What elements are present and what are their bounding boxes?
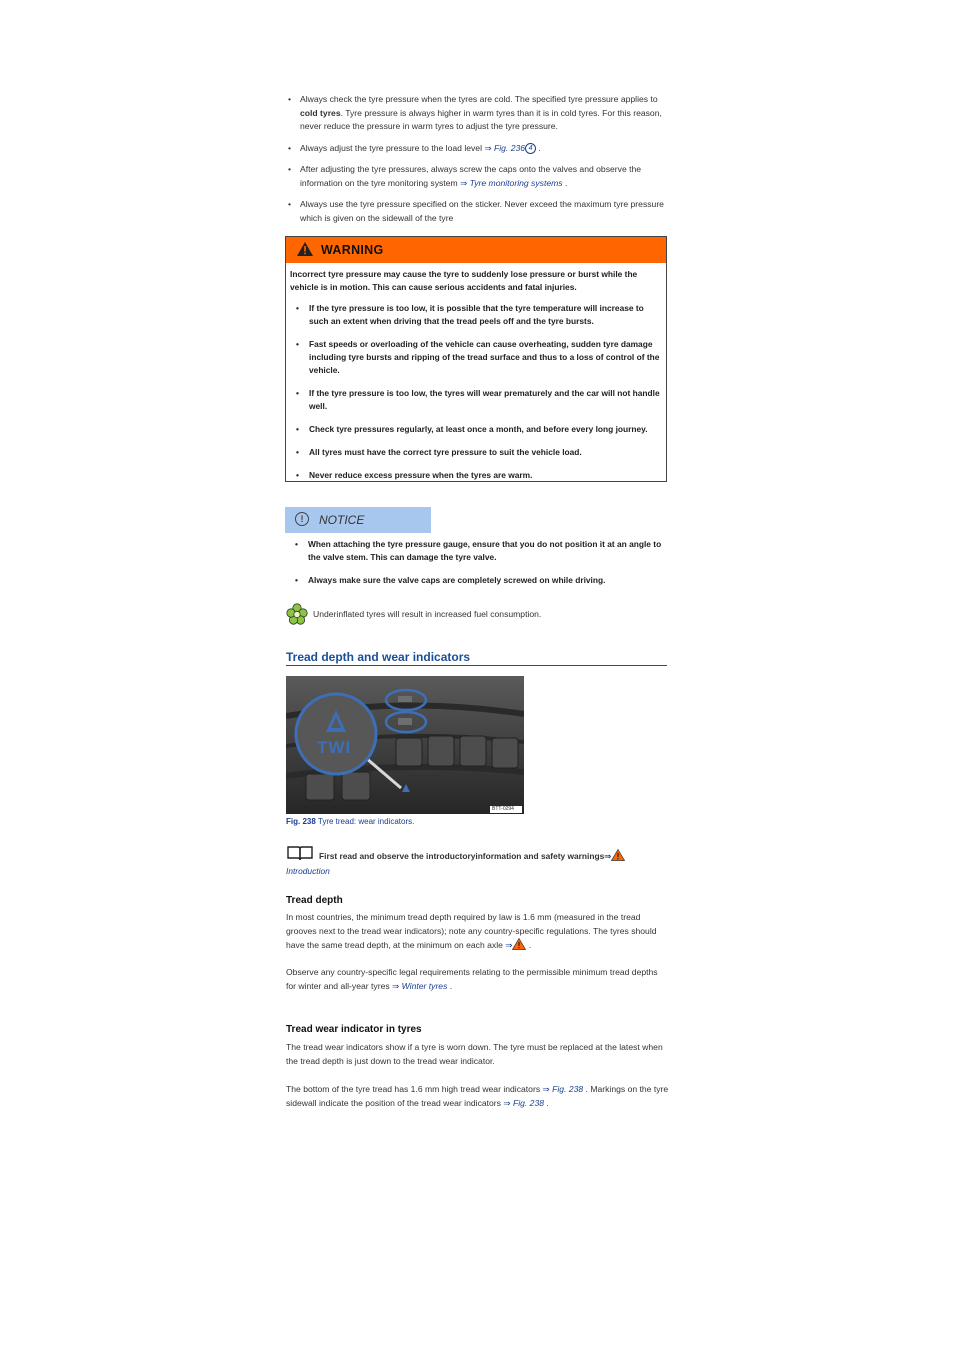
warning-triangle-icon: [296, 241, 314, 257]
list-item: • After adjusting the tyre pressures, always screw the caps onto the valves and observe the information on the tyre monitoring system ⇒ Tyre monitoring systems .: [286, 163, 668, 190]
callout-number: 4: [525, 143, 536, 154]
intro-bullets: [286, 93, 668, 233]
figure-number: Fig. 238: [286, 817, 316, 826]
notice-header: [285, 507, 431, 533]
winter-tyres-link[interactable]: ⇒ Winter tyres: [392, 980, 448, 991]
list-item: • All tyres must have the correct tyre pressure to suit the vehicle load.: [294, 446, 662, 459]
tread-depth-paragraph-2: Observe any country-specific legal requirements relating to the permissible minimum tread depths for winter and all-year tyres ⇒ Winter tyres .: [286, 967, 658, 991]
warning-label: WARNING: [321, 243, 384, 257]
figure-caption: Fig. 238 Tyre tread: wear indicators.: [286, 817, 415, 826]
notice-label: NOTICE: [319, 513, 365, 527]
warning-triangle-icon[interactable]: [512, 938, 526, 950]
wear-indicator-paragraph-2: The bottom of the tyre tread has 1.6 mm high tread wear indicators ⇒ Fig. 238 . Markings on the tyre sidewall indicate the position of the tread wear indicators ⇒ Fig. 238 .: [286, 1084, 669, 1108]
tyre-tread-figure: [286, 676, 524, 814]
tread-depth-heading: Tread depth: [286, 895, 343, 906]
list-item: • If the tyre pressure is too low, it is possible that the tyre temperature will increase to such an extent when driving that the tread peels off and the tyre bursts.: [294, 302, 662, 328]
read-first-note: First read and observe the introductoryinformation and safety warnings⇒ Introduction: [286, 845, 666, 879]
list-item: • If the tyre pressure is too low, the tyres will wear prematurely and the car will not handle well.: [294, 387, 662, 413]
exclamation-circle-icon: !: [295, 512, 309, 526]
section-title: Tread depth and wear indicators: [286, 650, 667, 666]
fig-238-link[interactable]: ⇒ Fig. 238: [503, 1097, 544, 1108]
warning-body: [286, 263, 666, 482]
warning-header: [286, 237, 666, 263]
tread-depth-paragraph-1: In most countries, the minimum tread depth required by law is 1.6 mm (measured in the tread grooves next to the tread wear indicators); note any country-specific regulations. The tyres should have the same tread depth, at the minimum on each axle ⇒ .: [286, 912, 657, 950]
list-item: • When attaching the tyre pressure gauge, ensure that you do not position it at an angle to the valve stem. This can damage the tyre valve.: [293, 538, 667, 564]
tyre-monitoring-link[interactable]: ⇒ Tyre monitoring systems: [460, 177, 563, 188]
warning-triangle-icon: [611, 849, 625, 861]
wear-indicator-heading: Tread wear indicator in tyres: [286, 1024, 422, 1035]
introduction-link[interactable]: Introduction: [286, 866, 330, 876]
twi-label: TWI: [317, 738, 352, 757]
list-item: • Always adjust the tyre pressure to the load level ⇒ Fig. 236 4 .: [286, 142, 668, 156]
open-book-icon: [286, 845, 314, 861]
notice-body: [289, 538, 667, 597]
warning-intro: Incorrect tyre pressure may cause the tyre to suddenly lose pressure or burst while the vehicle is in motion. This can cause serious accidents and fatal injuries.: [290, 269, 638, 292]
environment-text: Underinflated tyres will result in increased fuel consumption.: [313, 609, 542, 619]
list-item: • Fast speeds or overloading of the vehicle can cause overheating, sudden tyre damage including tyre bursts and ripping of the tread surface and thus to a loss of control of the vehicle.: [294, 338, 662, 377]
warning-box: [285, 236, 667, 482]
fig-238-link[interactable]: ⇒ Fig. 238: [542, 1084, 584, 1094]
list-item: • Always use the tyre pressure specified on the sticker. Never exceed the maximum tyre pressure which is given on the sidewall of the tyre: [286, 198, 668, 225]
fig-236-link[interactable]: ⇒ Fig. 236: [484, 142, 526, 153]
environment-note: [286, 603, 666, 627]
list-item: • Check tyre pressures regularly, at least once a month, and before every long journey.: [294, 423, 662, 436]
list-item: • Always make sure the valve caps are completely screwed on while driving.: [293, 574, 667, 587]
wear-indicator-paragraph-1: The tread wear indicators show if a tyre is worn down. The tyre must be replaced at the latest when the tread depth is just down to the tread wear indicator.: [286, 1042, 663, 1066]
flower-environment-icon: [286, 603, 308, 625]
figure-code: BTT-0294: [492, 806, 514, 812]
list-item: • Always check the tyre pressure when the tyres are cold. The specified tyre pressure applies to cold tyres. Tyre pressure is always higher in warm tyres than it is in cold tyres. For this reason, never reduce the pressure in warm tyres to adjust the tyre pressure.: [286, 93, 668, 134]
list-item: • Never reduce excess pressure when the tyres are warm.: [294, 469, 662, 482]
